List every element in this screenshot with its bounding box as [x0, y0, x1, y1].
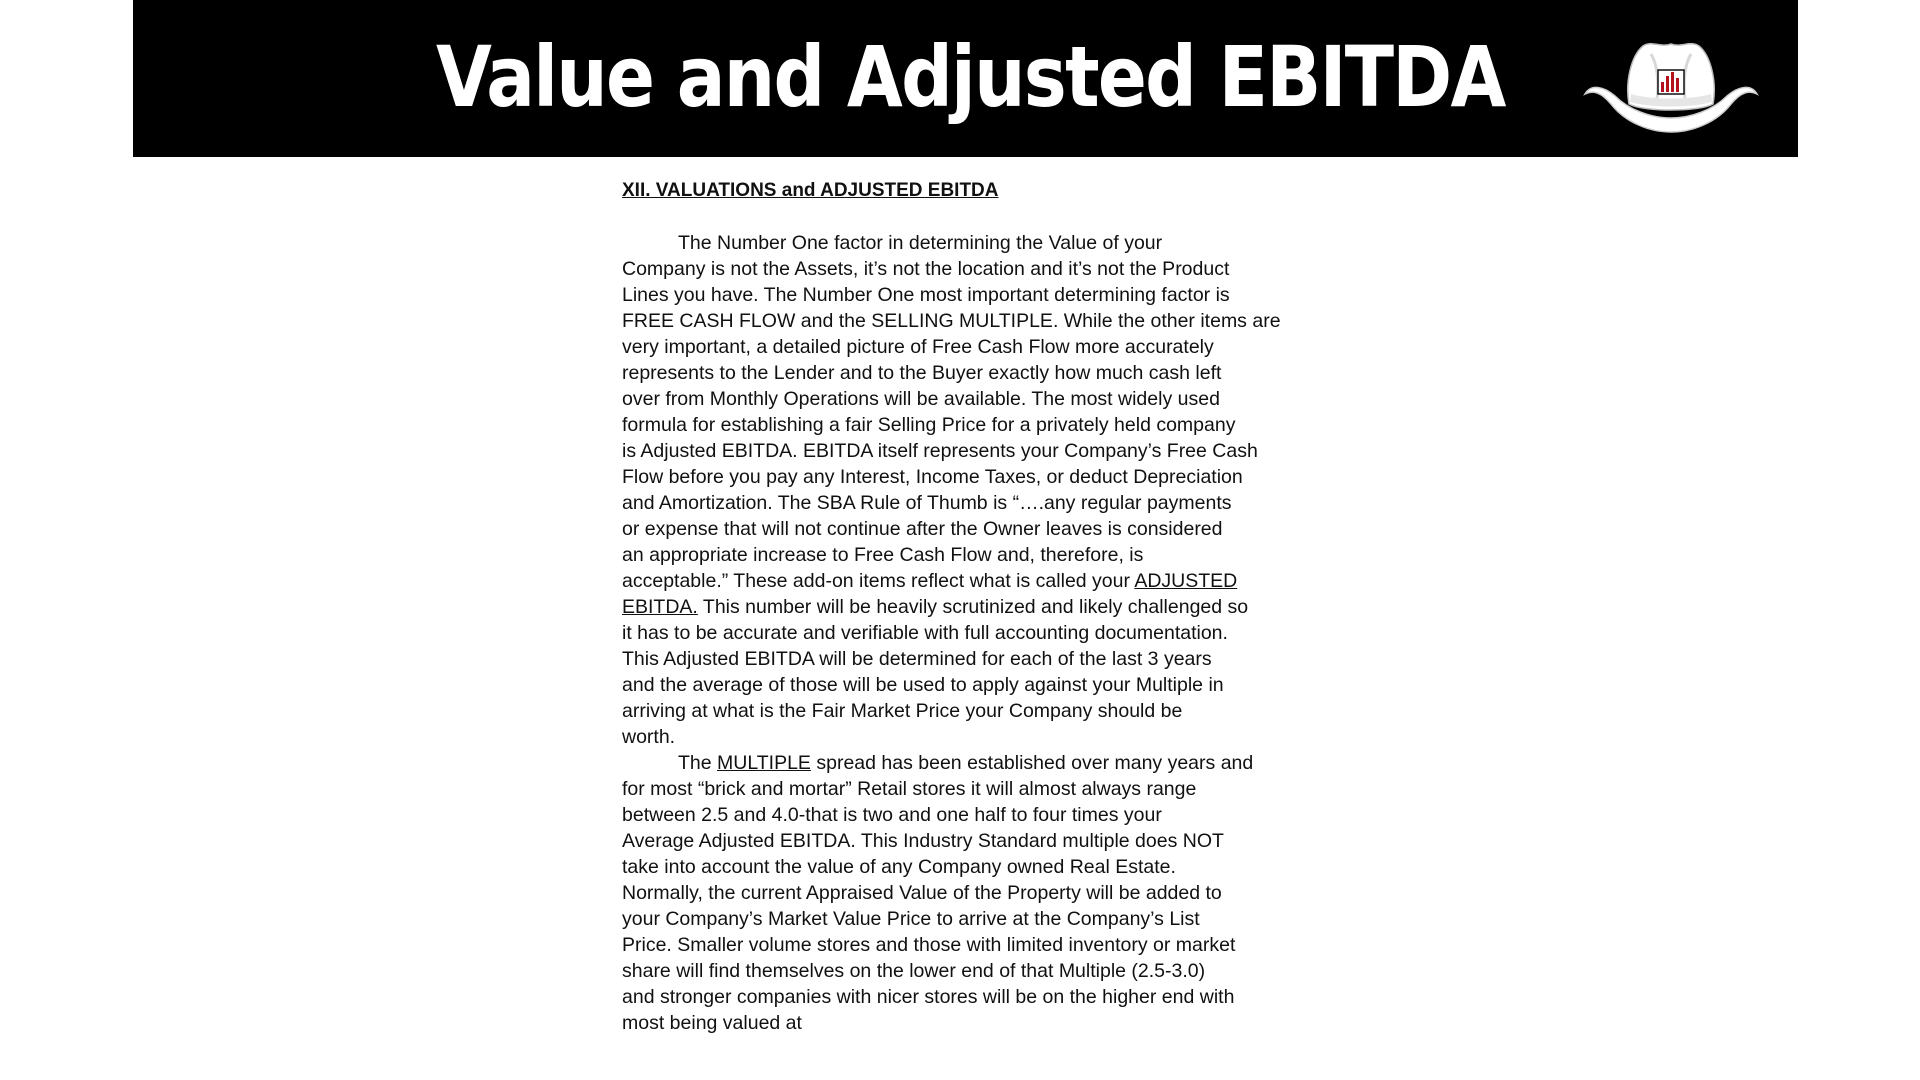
paragraph-line: it has to be accurate and verifiable with full accounting documentation.: [622, 622, 1228, 644]
paragraph-line: The Number One factor in determining the Value of your: [678, 232, 1163, 254]
line-text: The: [678, 752, 718, 774]
paragraph-line: take into account the value of any Company owned Real Estate.: [622, 856, 1176, 878]
section-heading: XII. VALUATIONS and ADJUSTED EBITDA: [622, 180, 999, 201]
paragraph-line: is Adjusted EBITDA. EBITDA itself represents your Company’s Free Cash: [622, 440, 1258, 462]
paragraph-line: Price. Smaller volume stores and those with limited inventory or market: [622, 934, 1236, 956]
paragraph-line: This Adjusted EBITDA will be determined for each of the last 3 years: [622, 648, 1212, 670]
title-banner: [133, 0, 1798, 157]
paragraph-line: Average Adjusted EBITDA. This Industry Standard multiple does NOT: [622, 830, 1224, 852]
paragraph-line: [622, 594, 1362, 620]
line-text: spread has been established over many years and: [810, 752, 1254, 774]
paragraph-line: worth.: [622, 726, 676, 748]
paragraph-line: and the average of those will be used to apply against your Multiple in: [622, 674, 1224, 696]
adjusted-ebitda-underlined-term: ADJUSTED: [1134, 570, 1238, 592]
paragraph-line: an appropriate increase to Free Cash Flow and, therefore, is: [622, 544, 1144, 566]
paragraph-line: represents to the Lender and to the Buyer exactly how much cash left: [622, 362, 1222, 384]
paragraph-line: [622, 568, 1362, 594]
paragraph-line: or expense that will not continue after the Owner leaves is considered: [622, 518, 1223, 540]
paragraph-line: arriving at what is the Fair Market Price your Company should be: [622, 700, 1183, 722]
paragraph-line: [622, 750, 1362, 776]
multiple-underlined-term: MULTIPLE: [717, 752, 811, 774]
paragraph-line: between 2.5 and 4.0-that is two and one half to four times your: [622, 804, 1162, 826]
document-body: [622, 178, 1362, 1036]
paragraph-line: for most “brick and mortar” Retail stores it will almost always range: [622, 778, 1197, 800]
paragraph-line: most being valued at: [622, 1012, 802, 1034]
paragraph-line: very important, a detailed picture of Free Cash Flow more accurately: [622, 336, 1214, 358]
cowboy-hat-logo-icon: [1581, 34, 1761, 140]
paragraph-line: Flow before you pay any Interest, Income Taxes, or deduct Depreciation: [622, 466, 1243, 488]
paragraph-line: Normally, the current Appraised Value of the Property will be added to: [622, 882, 1222, 904]
line-text: This number will be heavily scrutinized and likely challenged so: [697, 596, 1249, 618]
paragraph-line: formula for establishing a fair Selling Price for a privately held company: [622, 414, 1236, 436]
paragraph-line: Lines you have. The Number One most important determining factor is: [622, 284, 1230, 306]
bar-emblem-icon: [1658, 70, 1684, 94]
paragraph-line: and stronger companies with nicer stores will be on the higher end with: [622, 986, 1235, 1008]
line-text: acceptable.” These add-on items reflect what is called your: [622, 570, 1135, 592]
paragraph-line: FREE CASH FLOW and the SELLING MULTIPLE. While the other items are: [622, 310, 1281, 332]
paragraph-line: over from Monthly Operations will be available. The most widely used: [622, 388, 1220, 410]
paragraph-line: share will find themselves on the lower end of that Multiple (2.5-3.0): [622, 960, 1206, 982]
slide-title: Value and Adjusted EBITDA: [436, 28, 1505, 126]
paragraph-line: Company is not the Assets, it’s not the location and it’s not the Product: [622, 258, 1230, 280]
adjusted-ebitda-underlined-term: EBITDA.: [622, 596, 698, 618]
paragraph-line: your Company’s Market Value Price to arrive at the Company’s List: [622, 908, 1200, 930]
paragraph-line: and Amortization. The SBA Rule of Thumb is “….any regular payments: [622, 492, 1232, 514]
